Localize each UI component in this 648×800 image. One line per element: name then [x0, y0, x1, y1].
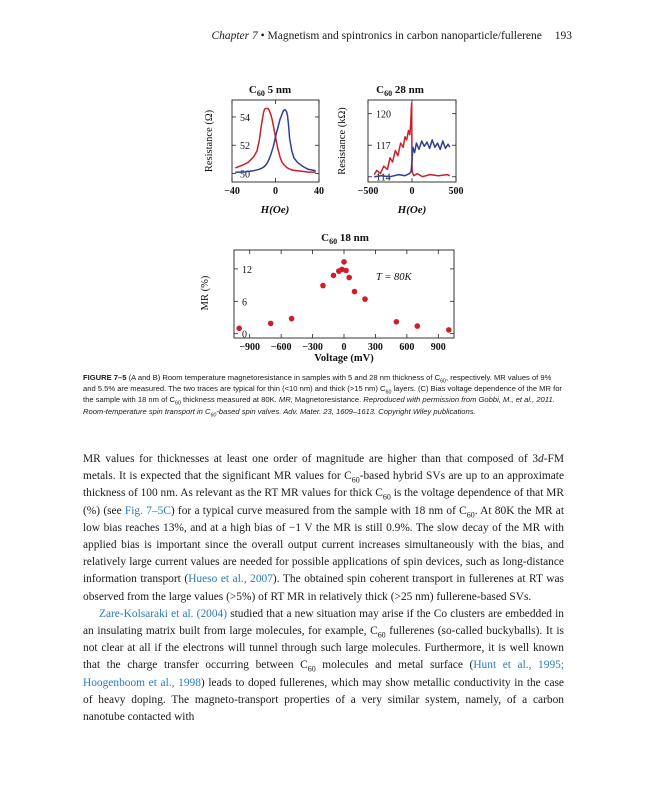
mr-data-point	[331, 273, 337, 279]
panel-b-title: $C_{60}$ 28 nm	[376, 84, 424, 98]
panel-c-chart	[200, 232, 454, 364]
panel-a-title: $C_{60}$ 5 nm	[248, 84, 292, 98]
panel-a-ytick-label: 50	[240, 169, 250, 181]
panel-c-ytick-label: 6	[242, 297, 247, 309]
hunt-hoogenboom-link[interactable]: Hunt et al., 1995; Hoogenboom et al., 1998	[83, 659, 564, 689]
chapter-title: Magnetism and spintronics in carbon nanoparticle/fullerene	[267, 30, 542, 42]
panel-c-ytick-label: 0	[242, 329, 247, 341]
panel-b-ytick-label: 114	[376, 172, 391, 184]
panel-c-ytick-label: 12	[242, 264, 252, 276]
panel-c-xtick-label: 600	[399, 342, 415, 353]
page-number: 193	[554, 30, 572, 42]
hueso-2007-link[interactable]: Hueso et al., 2007	[188, 573, 273, 586]
mr-data-point	[352, 289, 358, 295]
panel-b-xtick-label: 500	[448, 186, 464, 197]
panel-c-xtick-label: −900	[239, 342, 261, 353]
figure-label: FIGURE 7–5	[83, 373, 127, 382]
panel-c-title: $C_{60}$ 18 nm	[321, 232, 369, 246]
temperature-annotation: T = 80K	[376, 272, 412, 283]
chapter-label: Chapter 7	[211, 30, 258, 42]
panel-a-ytick-label: 54	[240, 112, 250, 124]
mr-data-point	[268, 321, 274, 327]
figure-caption: FIGURE 7–5 (A and B) Room temperature magnetoresistance in samples with 5 and 28 nm thickness of $C_{60}$, respectively. MR values of 9% and 5.5% are measured. The two traces are typical for thin (<10 nm) and thick (>15 nm) $C_{60}$ layers. (C) Bias voltage dependence of the MR for the sample with 18 nm of $C_{60}$ thickness measured at 80K. MR, Magnetoresistance. Reproduced with permission from Gobbi, M., et al., 2011. Room-temperature spin transport in $C_{60}$-based spin valves. Adv. Mater. 23, 1609–1613. Copyright Wiley publications.	[83, 373, 562, 419]
mr-data-point	[343, 268, 349, 274]
panel-c-ylabel: MR (%)	[200, 275, 211, 311]
panel-c-xtick-label: 0	[341, 342, 347, 353]
fig-7-5c-link[interactable]: Fig. 7–5C	[124, 504, 171, 517]
mr-data-point	[446, 327, 452, 333]
mr-data-point	[346, 275, 352, 281]
panel-c-xtick-label: 900	[430, 342, 446, 353]
paragraph-2: Zare-Kolsaraki et al. (2004) studied that a new situation may arise if the Co clusters are embedded in an insulating matrix built from large molecules, for example, $C_{60}$ fullerenes (so-called buckyballs). It is not clear at all if the electrons will tunnel through such large molecules. Furthermore, it is well known that the charge transfer occurring between $C_{60}$ molecules and metal surface (Hunt et al., 1995; Hoogenboom et al., 1998) leads to doped fullerenes, which may show metallic conductivity in the case of heavy doping. The magneto-transport properties of a very similar system, namely, of a carbon nanotube contacted with	[83, 607, 565, 724]
panel-c-xtick-label: −600	[270, 342, 292, 353]
panel-c-xlabel: Voltage (mV)	[314, 353, 374, 364]
mr-data-point	[362, 296, 368, 302]
panel-a-chart	[204, 84, 324, 216]
mr-data-point	[320, 283, 326, 289]
panel-a-xtick-label: 0	[273, 186, 278, 197]
panel-a-ytick-label: 52	[240, 141, 250, 153]
zare-kolsaraki-2004-link[interactable]: Zare-Kolsaraki et al. (2004)	[99, 607, 228, 620]
body-text	[83, 451, 564, 726]
panel-a-xlabel: H(Oe)	[260, 204, 290, 216]
mr-data-point	[341, 259, 347, 265]
panel-b-chart	[337, 84, 464, 216]
panel-b-ytick-label: 117	[376, 141, 391, 153]
mr-data-point	[236, 326, 242, 332]
panel-b-xlabel: H(Oe)	[397, 204, 427, 216]
panel-b-ytick-label: 120	[376, 109, 391, 121]
panel-b-xtick-label: 0	[409, 186, 415, 197]
panel-b-xtick-label: −500	[357, 186, 379, 197]
panel-a-xtick-label: −40	[224, 186, 240, 197]
panel-a-xtick-label: 40	[314, 186, 324, 197]
panel-c-xtick-label: 300	[367, 342, 383, 353]
mr-data-point	[394, 319, 400, 325]
mr-data-point	[415, 323, 421, 329]
mr-data-point	[289, 316, 295, 322]
panel-c-xtick-label: −300	[302, 342, 323, 353]
panel-a-ylabel: Resistance (Ω)	[204, 109, 215, 173]
header-bullet: •	[260, 30, 265, 42]
panel-b-ylabel: Resistance (kΩ)	[337, 107, 348, 175]
figure-7-5	[0, 0, 648, 370]
paragraph-1: MR values for thicknesses at least one order of magnitude are higher than that composed of 3d-FM metals. It is expected that the significant MR values for $C_{60}$-based hybrid SVs are up to an approximate thickness of 100 nm. As relevant as the RT MR values for thick $C_{60}$ is the voltage dependence of that MR (%) (see Fig. 7–5C) for a typical curve measured from the sample with 18 nm of $C_{60}$. At 80K the MR at low bias reaches 13%, and at a high bias of −1 V the MR is still 0.9%. The slow decay of the MR with applied bias is important since the overall output current increases simultaneously with the bias, and relatively large current values are needed for possible applications of spin devices, such as long-distance information transport (Hueso et al., 2007). The obtained spin coherent transport in fullerenes at RT was observed from the large values (>5%) of RT MR in relatively thick (>25 nm) fullerene-based SVs.	[83, 453, 565, 603]
